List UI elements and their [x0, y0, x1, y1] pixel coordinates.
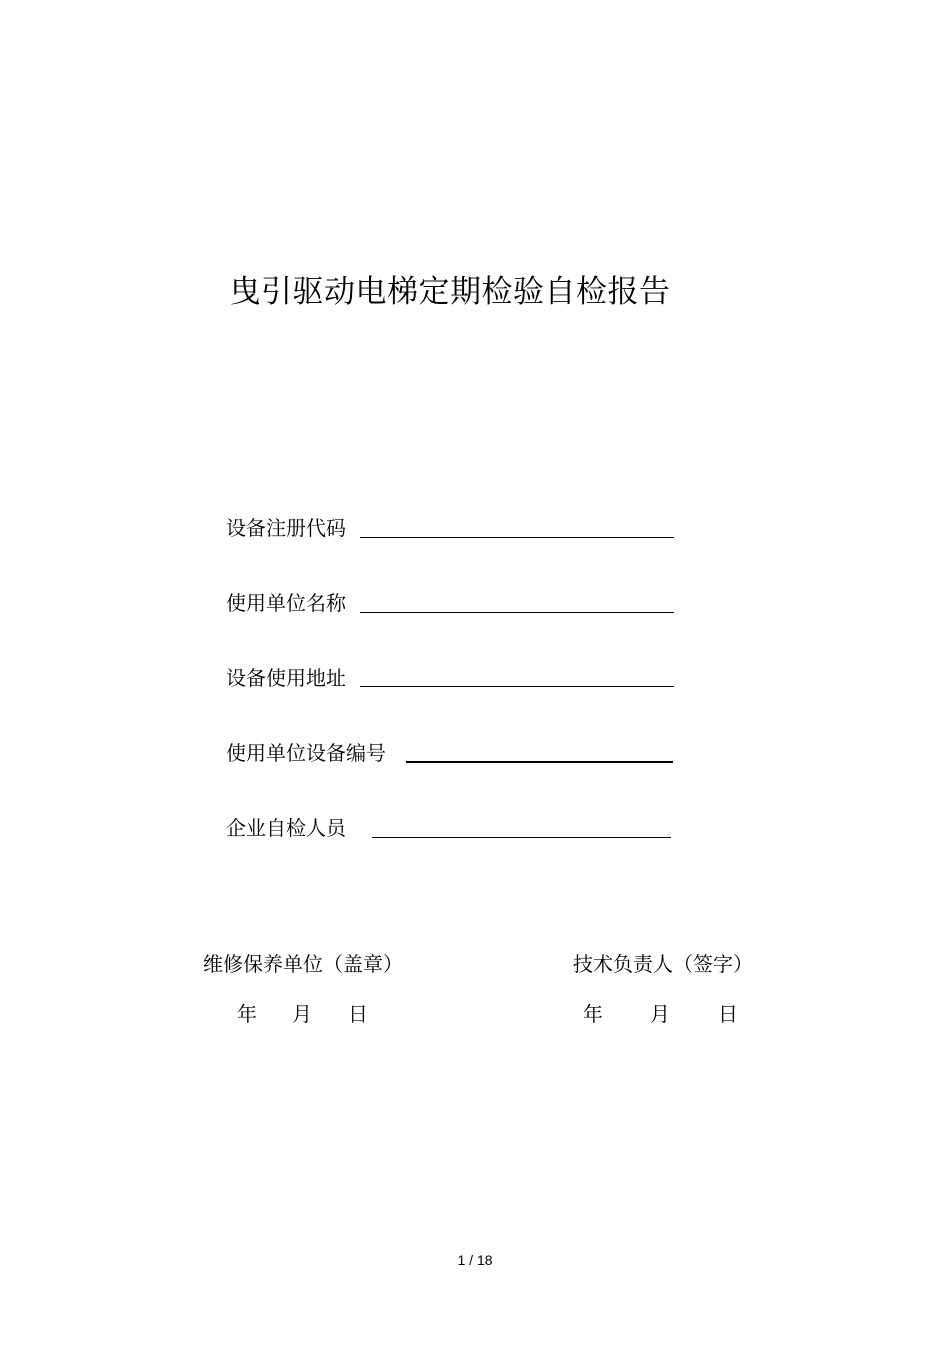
left-date-month: 月: [292, 1002, 312, 1026]
technical-lead-signature-label: 技术负责人（签字）: [573, 952, 753, 976]
right-date-month: 月: [650, 1002, 670, 1026]
maintenance-unit-seal-label: 维修保养单位（盖章）: [203, 952, 403, 976]
left-date-year: 年: [237, 1002, 257, 1026]
field-line-equipment-number: [406, 761, 673, 763]
page-number: 1 / 18: [457, 1252, 493, 1268]
left-date-day: 日: [348, 1002, 368, 1026]
field-line-registration-code: [360, 537, 674, 538]
field-line-equipment-address: [360, 686, 674, 687]
field-label-equipment-address: 设备使用地址: [226, 666, 346, 690]
field-label-user-unit-name: 使用单位名称: [226, 591, 346, 615]
field-line-user-unit-name: [360, 612, 674, 613]
field-label-registration-code: 设备注册代码: [226, 516, 346, 540]
field-label-self-inspection-staff: 企业自检人员: [226, 816, 346, 840]
right-date-year: 年: [583, 1002, 603, 1026]
document-title: 曳引驱动电梯定期检验自检报告: [229, 274, 671, 310]
right-date-day: 日: [718, 1002, 738, 1026]
field-line-self-inspection-staff: [372, 837, 671, 838]
field-label-equipment-number: 使用单位设备编号: [226, 741, 386, 765]
